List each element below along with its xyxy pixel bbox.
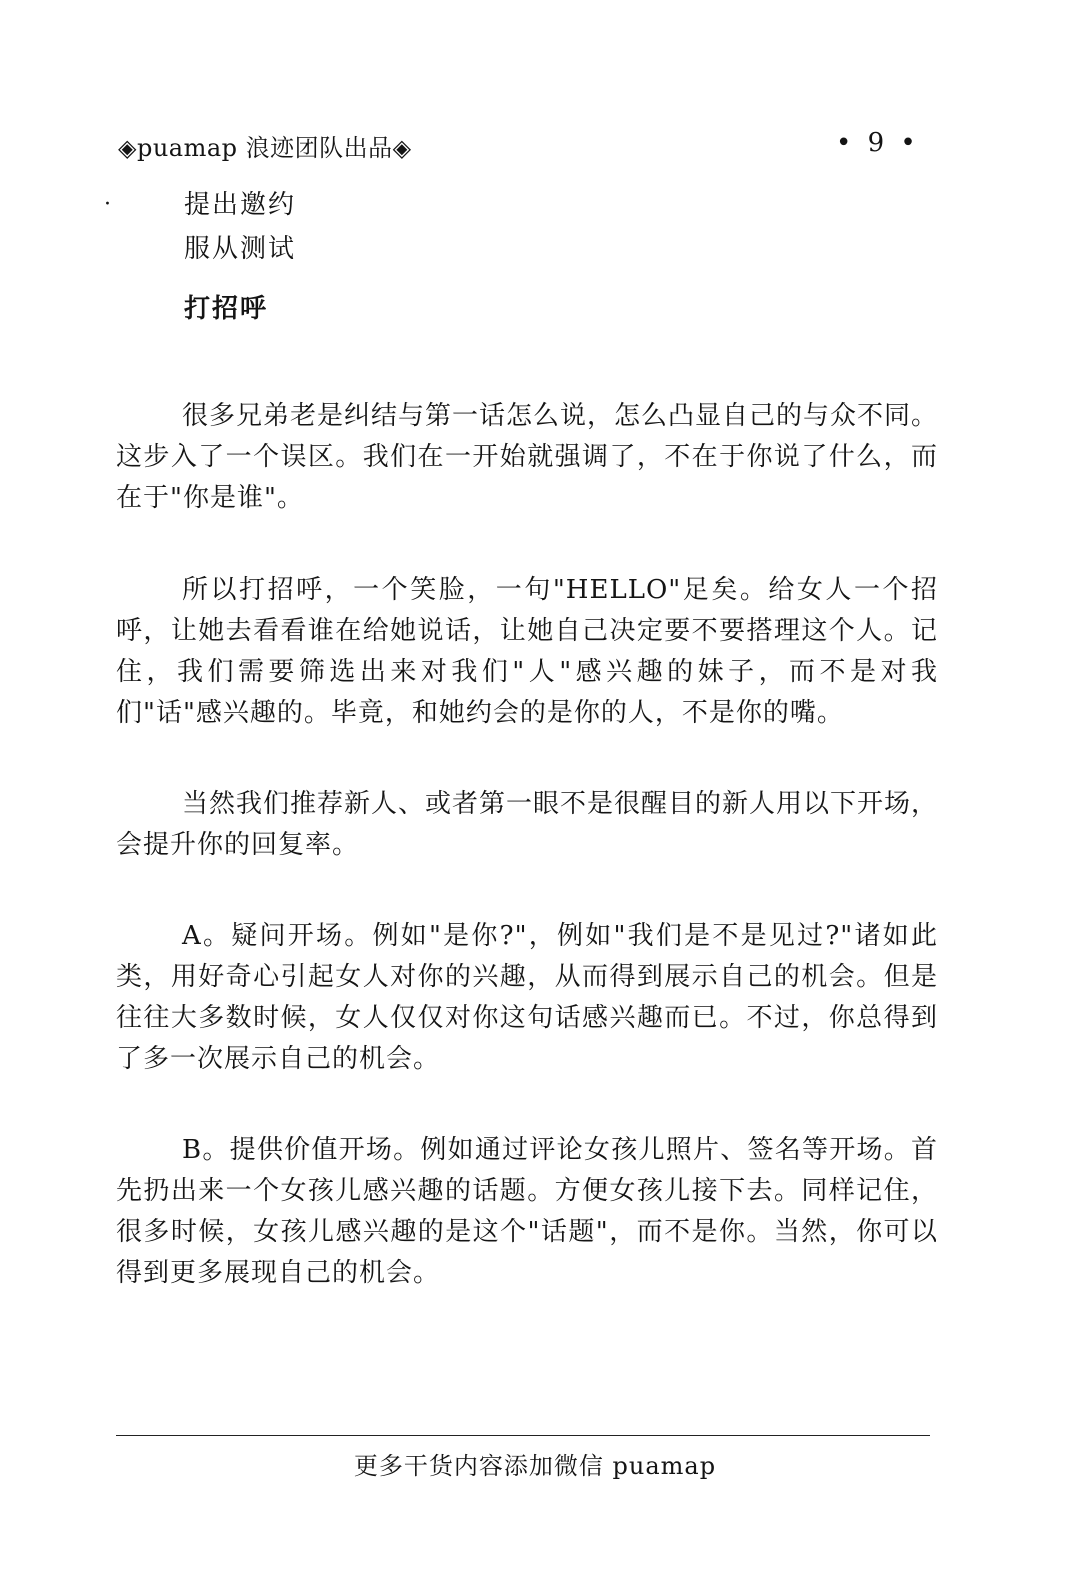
header-title: ◈puamap 浪迹团队出品◈ [118,134,412,162]
footer-wechat-id: puamap [612,1452,717,1480]
margin-dot: · [104,192,111,217]
section-heading: 打招呼 [184,294,269,324]
paragraph-2: 所以打招呼，一个笑脸，一句"HELLO"足矣。给女人一个招呼，让她去看看谁在给她说话，让她自己决定要不要搭理这个人。记住，我们需要筛选出来对我们"人"感兴趣的妹子，而不是对我们"话"感兴趣的。毕竟，和她约会的是你的人，不是你的嘴。 [116,575,938,728]
paragraph-3: 当然我们推荐新人、或者第一眼不是很醒目的新人用以下开场，会提升你的回复率。 [116,789,939,860]
paragraph-4: A。疑问开场。例如"是你?"，例如"我们是不是见过?"诸如此类，用好奇心引起女人对你的兴趣，从而得到展示自己的机会。但是往往大多数时候，女人仅仅对你这句话感兴趣而已。不过，你总得到了多一次展示自己的机会。 [116,921,938,1074]
toc-item-compliance-test: 服从测试 [184,234,297,264]
paragraph-5: B。提供价值开场。例如通过评论女孩儿照片、签名等开场。首先扔出来一个女孩儿感兴趣的话题。方便女孩儿接下去。同样记住，很多时候，女孩儿感兴趣的是这个"话题"，而不是你。当然，你可以得到更多展现自己的机会。 [116,1135,938,1288]
paragraph-1: 很多兄弟老是纠结与第一话怎么说，怎么凸显自己的与众不同。这步入了一个误区。我们在一开始就强调了，不在于你说了什么，而在于"你是谁"。 [116,401,939,513]
footer-text: 更多干货内容添加微信 [353,1452,604,1480]
footer [0,1446,1070,1481]
toc-item-invite: 提出邀约 [184,190,297,220]
footer-rule [116,1435,930,1436]
page-number: • 9 • [836,128,920,158]
